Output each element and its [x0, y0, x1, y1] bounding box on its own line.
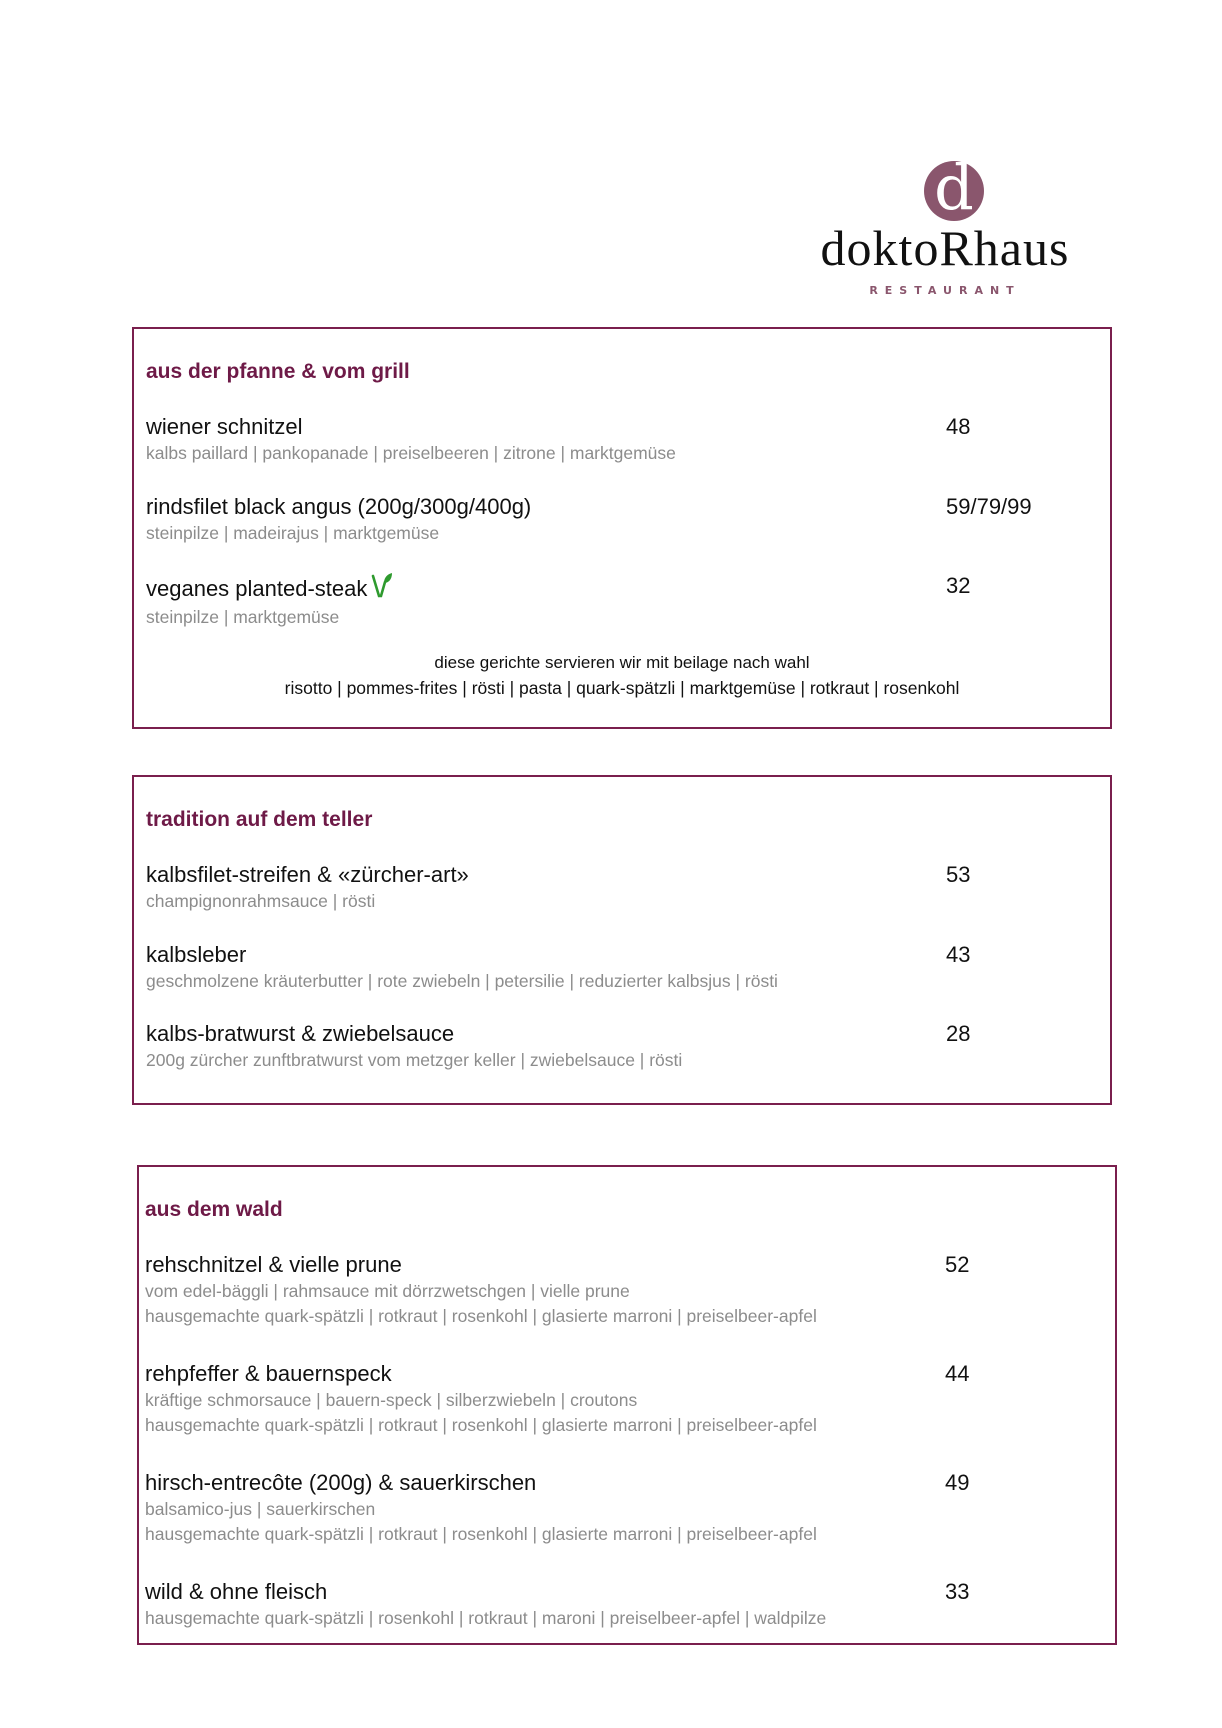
item-sides: hausgemachte quark-spätzli | rotkraut | rosenkohl | glasierte marroni | preiselbeer-apfel — [145, 1306, 817, 1326]
section-title: aus dem wald — [145, 1198, 283, 1221]
menu-item — [146, 1020, 1106, 1073]
item-description: geschmolzene kräuterbutter | rote zwiebeln | petersilie | reduzierter kalbsjus | rösti — [146, 971, 778, 991]
item-name: kalbs-bratwurst & zwiebelsauce — [146, 1021, 455, 1046]
item-price: 28 — [946, 1021, 971, 1046]
logo-monogram: d — [934, 151, 974, 224]
item-price: 32 — [946, 573, 971, 598]
item-price: 49 — [945, 1470, 970, 1495]
section-title: tradition auf dem teller — [146, 808, 373, 831]
item-price: 52 — [945, 1252, 970, 1277]
item-price: 48 — [946, 414, 971, 439]
item-description: champignonrahmsauce | rösti — [146, 891, 376, 911]
menu-item — [146, 941, 1106, 994]
logo-subtitle: RESTAURANT — [869, 284, 1021, 297]
item-description: vom edel-bäggli | rahmsauce mit dörrzwetschgen | vielle prune — [145, 1281, 630, 1301]
item-price: 53 — [946, 862, 971, 887]
item-name: kalbsleber — [146, 942, 247, 967]
menu-item — [146, 413, 1106, 466]
item-sides: hausgemachte quark-spätzli | rotkraut | rosenkohl | glasierte marroni | preiselbeer-apfel — [145, 1524, 817, 1544]
menu-section-pfanne-grill — [132, 327, 1112, 729]
item-description: steinpilze | marktgemüse — [146, 607, 340, 627]
item-description: kalbs paillard | pankopanade | preiselbeeren | zitrone | marktgemüse — [146, 443, 676, 463]
side-dishes-intro: diese gerichte servieren wir mit beilage nach wahl — [434, 653, 810, 672]
item-name: rehpfeffer & bauernspeck — [145, 1361, 392, 1386]
item-price: 33 — [945, 1579, 970, 1604]
vegan-leaf-icon — [371, 572, 393, 605]
side-dishes-note — [134, 651, 1110, 701]
item-name: wild & ohne fleisch — [145, 1579, 328, 1604]
item-description: hausgemachte quark-spätzli | rosenkohl | rotkraut | maroni | preiselbeer-apfel | waldpilze — [145, 1608, 827, 1628]
restaurant-logo — [810, 151, 1080, 310]
item-sides: hausgemachte quark-spätzli | rotkraut | rosenkohl | glasierte marroni | preiselbeer-apfel — [145, 1415, 817, 1435]
logo-monogram-circle — [924, 151, 984, 224]
item-name: veganes planted-steak — [146, 576, 368, 601]
logo-wordmark: doktoRhaus — [820, 220, 1070, 276]
item-description: balsamico-jus | sauerkirschen — [145, 1499, 376, 1519]
item-name: hirsch-entrecôte (200g) & sauerkirschen — [145, 1470, 537, 1495]
item-name: rehschnitzel & vielle prune — [145, 1252, 402, 1277]
side-dishes-list: risotto | pommes-frites | rösti | pasta | quark-spätzli | marktgemüse | rotkraut | rosenkohl — [284, 678, 960, 698]
menu-item — [145, 1360, 1105, 1438]
item-description: steinpilze | madeirajus | marktgemüse — [146, 523, 440, 543]
menu-item — [146, 572, 1106, 630]
item-name: wiener schnitzel — [146, 414, 303, 439]
menu-section-wald — [137, 1165, 1117, 1645]
menu-item — [146, 493, 1106, 546]
item-name: kalbsfilet-streifen & «zürcher-art» — [146, 862, 469, 887]
menu-item — [146, 861, 1106, 914]
item-price: 44 — [945, 1361, 970, 1386]
menu-item — [145, 1251, 1105, 1329]
item-price: 59/79/99 — [946, 494, 1032, 519]
item-name: rindsfilet black angus (200g/300g/400g) — [146, 494, 532, 519]
item-description: 200g zürcher zunftbratwurst vom metzger keller | zwiebelsauce | rösti — [146, 1050, 683, 1070]
section-title: aus der pfanne & vom grill — [146, 360, 410, 383]
menu-item — [145, 1469, 1105, 1547]
menu-item — [145, 1578, 1105, 1631]
item-description: kräftige schmorsauce | bauern-speck | silberzwiebeln | croutons — [145, 1390, 638, 1410]
item-price: 43 — [946, 942, 971, 967]
menu-section-tradition — [132, 775, 1112, 1105]
